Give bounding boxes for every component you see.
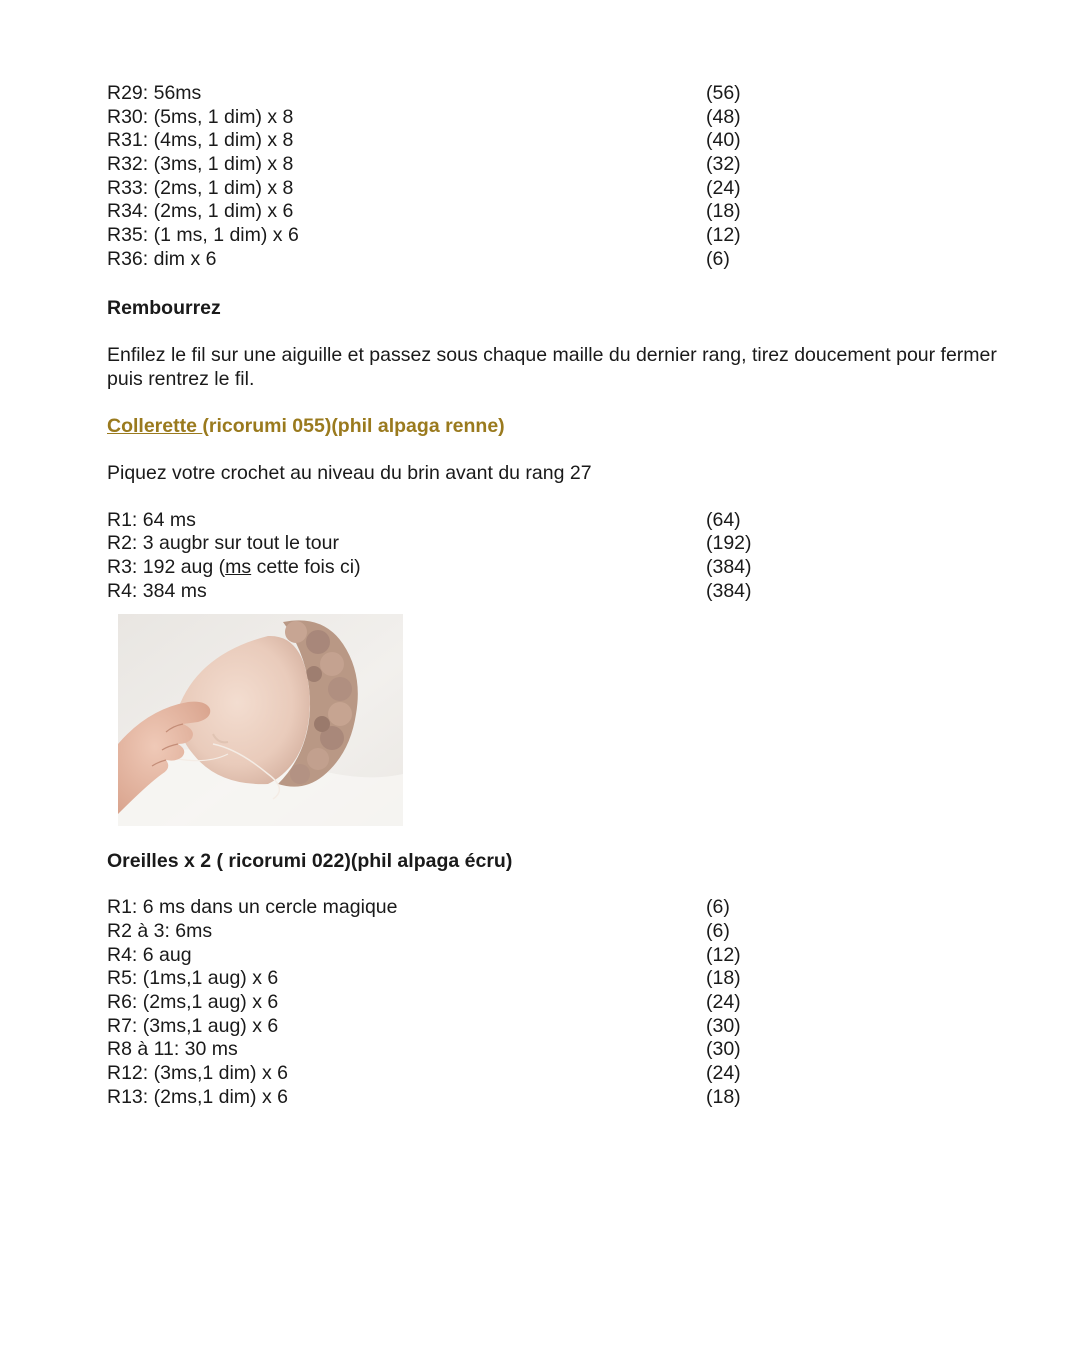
decrease-rows: [107, 82, 1007, 272]
collar-heading: [107, 414, 1007, 438]
pattern-row: [107, 248, 1007, 272]
row-instruction: [107, 556, 361, 580]
row-instruction-underlined: ms: [225, 555, 252, 578]
collar-photo: [118, 614, 403, 826]
pattern-row: [107, 153, 1007, 177]
pattern-row: [107, 556, 1007, 580]
row-instruction-part: R3: 192 aug (: [107, 555, 226, 578]
row-instruction: R31: (4ms, 1 dim) x 8: [107, 129, 294, 152]
row-instruction: R8 à 11: 30 ms: [107, 1038, 238, 1061]
row-stitch-count: (192): [706, 532, 752, 555]
row-stitch-count: (384): [706, 579, 752, 602]
row-instruction: R32: (3ms, 1 dim) x 8: [107, 153, 294, 176]
row-instruction: R29: 56ms: [107, 82, 202, 104]
pattern-row: [107, 106, 1007, 130]
pattern-row: [107, 82, 1007, 106]
row-stitch-count: (30): [706, 1038, 741, 1061]
row-instruction: R12: (3ms,1 dim) x 6: [107, 1062, 288, 1085]
pattern-row: [107, 1038, 1007, 1062]
stuff-heading: Rembourrez: [107, 296, 221, 319]
pattern-row: [107, 532, 1007, 556]
row-stitch-count: (18): [706, 1085, 741, 1108]
collar-heading-rest: (ricorumi 055)(phil alpaga renne): [202, 414, 505, 437]
pattern-row: [107, 1015, 1007, 1039]
row-instruction: R1: 64 ms: [107, 508, 196, 531]
ears-rows: [107, 896, 1007, 1109]
pattern-row: [107, 991, 1007, 1015]
row-stitch-count: (6): [706, 919, 730, 942]
row-instruction: R30: (5ms, 1 dim) x 8: [107, 105, 294, 128]
close-paragraph: Enfilez le fil sur une aiguille et passez sous chaque maille du dernier rang, tirez doucement pour fermer puis rentrez le fil.: [107, 343, 997, 390]
pattern-row: [107, 967, 1007, 991]
row-stitch-count: (6): [706, 896, 730, 919]
row-stitch-count: (24): [706, 991, 741, 1013]
collar-rows: [107, 509, 1007, 604]
row-stitch-count: (64): [706, 508, 741, 531]
row-stitch-count: (384): [706, 555, 752, 578]
row-instruction-part: cette fois ci): [251, 555, 361, 578]
row-stitch-count: (56): [706, 82, 741, 104]
row-instruction: R36: dim x 6: [107, 247, 217, 270]
row-instruction: R13: (2ms,1 dim) x 6: [107, 1085, 288, 1108]
row-instruction: R6: (2ms,1 aug) x 6: [107, 991, 279, 1013]
pattern-row: [107, 177, 1007, 201]
row-instruction: R33: (2ms, 1 dim) x 8: [107, 176, 294, 199]
crochet-head-photo: [118, 614, 403, 826]
row-instruction: R7: (3ms,1 aug) x 6: [107, 1014, 279, 1037]
row-stitch-count: (32): [706, 153, 741, 176]
row-stitch-count: (24): [706, 1062, 741, 1085]
row-instruction: R35: (1 ms, 1 dim) x 6: [107, 224, 299, 247]
pattern-row: [107, 509, 1007, 533]
row-stitch-count: (18): [706, 967, 741, 990]
pattern-row: [107, 944, 1007, 968]
row-instruction: R34: (2ms, 1 dim) x 6: [107, 200, 294, 223]
row-instruction: R2: 3 augbr sur tout le tour: [107, 532, 339, 555]
pattern-row: [107, 896, 1007, 920]
pattern-row: [107, 129, 1007, 153]
pattern-row: [107, 1062, 1007, 1086]
pattern-row: [107, 200, 1007, 224]
collar-intro: Piquez votre crochet au niveau du brin avant du rang 27: [107, 461, 592, 484]
row-stitch-count: (30): [706, 1014, 741, 1037]
row-stitch-count: (24): [706, 176, 741, 199]
row-instruction: R4: 6 aug: [107, 943, 192, 966]
row-stitch-count: (18): [706, 200, 741, 223]
row-stitch-count: (12): [706, 224, 741, 247]
row-stitch-count: (48): [706, 105, 741, 128]
row-stitch-count: (6): [706, 247, 730, 270]
row-instruction: R5: (1ms,1 aug) x 6: [107, 967, 279, 990]
row-instruction: R1: 6 ms dans un cercle magique: [107, 896, 398, 919]
pattern-row: [107, 224, 1007, 248]
row-stitch-count: (12): [706, 943, 741, 966]
row-instruction: R2 à 3: 6ms: [107, 919, 213, 942]
pattern-row: [107, 580, 1007, 604]
pattern-row: [107, 920, 1007, 944]
pattern-row: [107, 1086, 1007, 1110]
ears-heading: Oreilles x 2 ( ricorumi 022)(phil alpaga écru): [107, 850, 513, 873]
row-stitch-count: (40): [706, 129, 741, 152]
row-instruction: R4: 384 ms: [107, 579, 207, 602]
collar-link[interactable]: Collerette: [107, 414, 203, 437]
pattern-page: [107, 82, 1007, 1109]
